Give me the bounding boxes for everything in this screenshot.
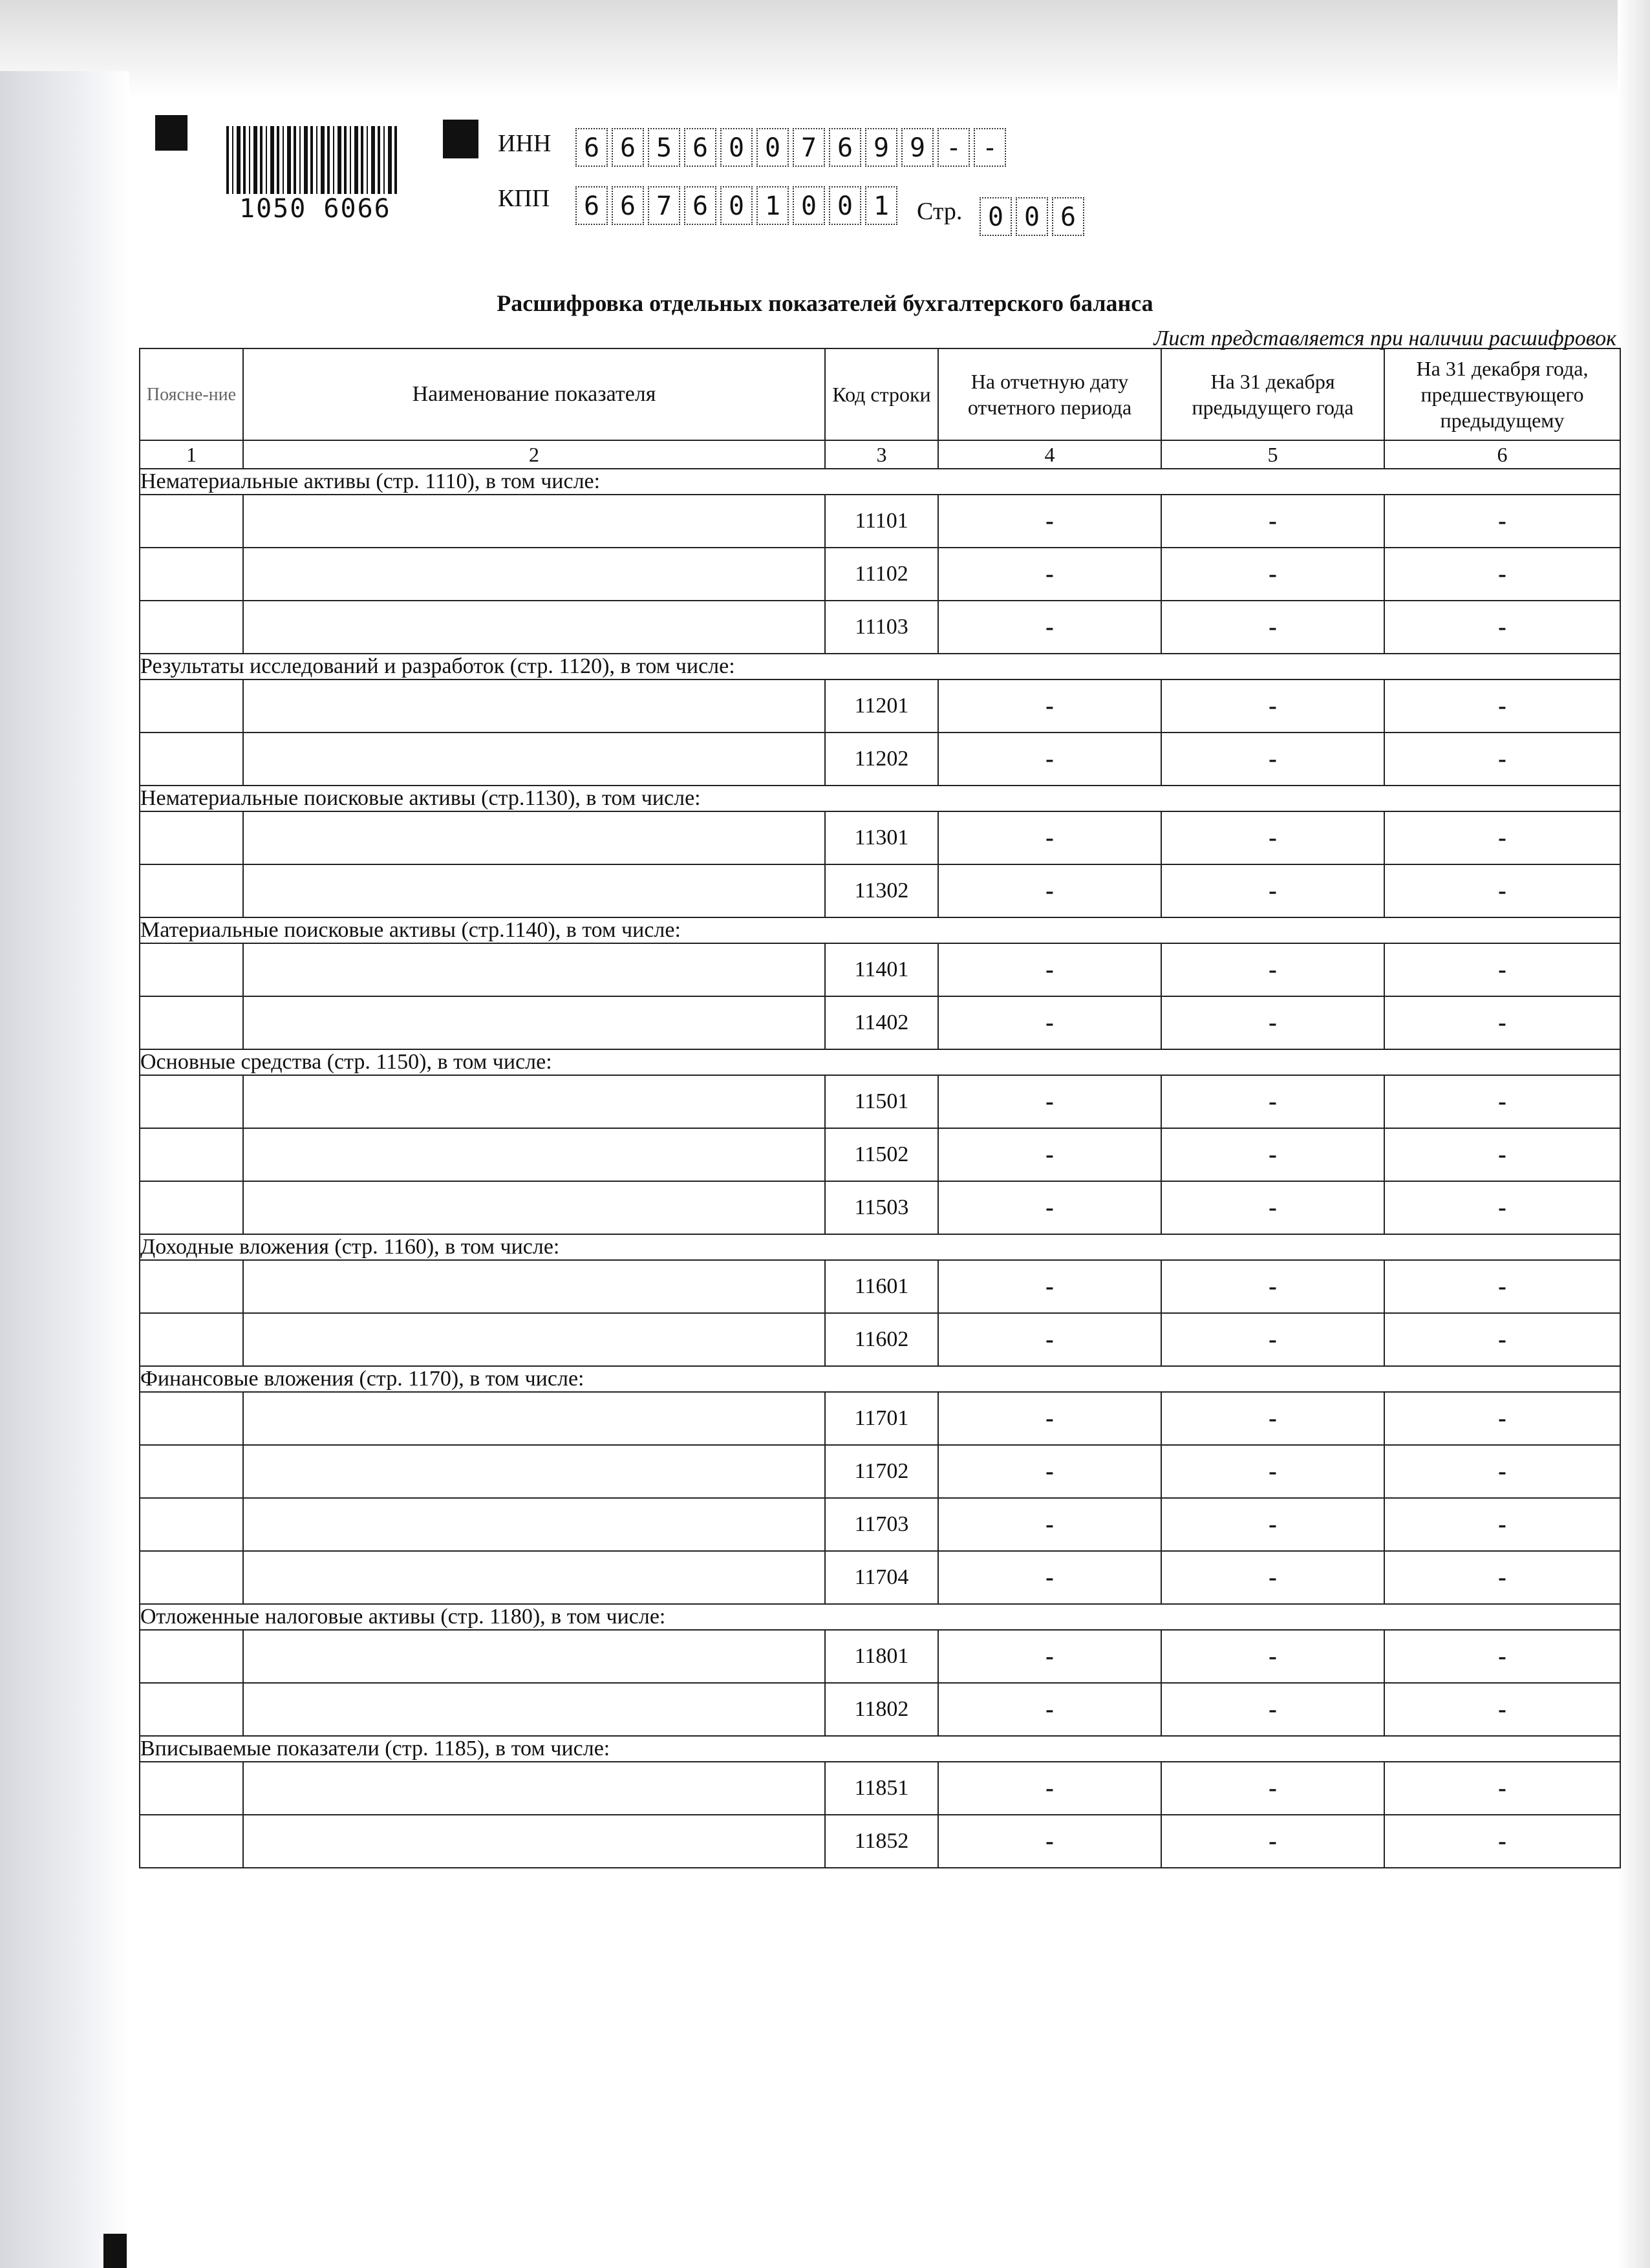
table-row [140,679,1620,733]
kpp-digit-cell: 0 [793,186,825,225]
note-cell [140,1128,243,1181]
value-current: - [938,1128,1161,1181]
indicator-name-cell [243,1128,825,1181]
section-header-row [140,469,1620,495]
inn-digit-cell: 0 [720,128,753,167]
note-cell [140,1260,243,1313]
note-cell [140,1392,243,1445]
page-label: Стр. [917,198,963,225]
section-title: Результаты исследований и разработок (стр. 1120), в том числе: [140,654,1620,679]
column-number-row [140,440,1620,469]
table-row [140,548,1620,601]
value-prev-year: - [1161,943,1384,996]
line-code: 11701 [825,1392,938,1445]
line-code: 11801 [825,1630,938,1683]
page-digit-cell: 0 [980,197,1012,236]
value-current: - [938,601,1161,654]
note-cell [140,996,243,1049]
value-current: - [938,548,1161,601]
barcode-bars [226,126,398,194]
value-prev-prev-year: - [1384,733,1620,786]
value-prev-year: - [1161,1815,1384,1868]
inn-digit-cell: - [974,128,1006,167]
section-title: Вписываемые показатели (стр. 1185), в том числе: [140,1736,1620,1762]
note-cell [140,1445,243,1498]
col-header-name: Наименование показателя [243,348,825,440]
inn-cells [575,128,1010,167]
line-code: 11501 [825,1075,938,1128]
col-header-current: На отчетную дату отчетного периода [938,348,1161,440]
value-current: - [938,733,1161,786]
value-prev-prev-year: - [1384,996,1620,1049]
value-prev-year: - [1161,1181,1384,1234]
value-prev-prev-year: - [1384,679,1620,733]
value-current: - [938,1762,1161,1815]
table-row [140,733,1620,786]
value-current: - [938,1181,1161,1234]
column-number: 1 [140,440,243,469]
column-number: 5 [1161,440,1384,469]
indicator-name-cell [243,1181,825,1234]
line-code: 11102 [825,548,938,601]
value-current: - [938,996,1161,1049]
table-row [140,601,1620,654]
table-row [140,1551,1620,1604]
section-header-row [140,917,1620,943]
note-cell [140,1181,243,1234]
inn-label: ИНН [498,130,552,157]
indicator-name-cell [243,1683,825,1736]
value-prev-year: - [1161,548,1384,601]
kpp-digit-cell: 1 [865,186,897,225]
section-header-row [140,1234,1620,1260]
value-prev-year: - [1161,1313,1384,1366]
value-prev-prev-year: - [1384,495,1620,548]
value-current: - [938,864,1161,917]
indicator-name-cell [243,1392,825,1445]
section-title: Финансовые вложения (стр. 1170), в том числе: [140,1366,1620,1392]
value-prev-prev-year: - [1384,1815,1620,1868]
value-current: - [938,1260,1161,1313]
indicator-name-cell [243,1260,825,1313]
indicator-name-cell [243,601,825,654]
indicator-name-cell [243,1762,825,1815]
breakdown-table [139,348,1621,1868]
section-header-row [140,654,1620,679]
value-current: - [938,943,1161,996]
value-prev-year: - [1161,996,1384,1049]
document-title: Расшифровка отдельных показателей бухгалтерского баланса [497,290,1153,316]
section-header-row [140,1049,1620,1075]
note-cell [140,1313,243,1366]
inn-digit-cell: 9 [865,128,897,167]
table-row [140,1498,1620,1551]
value-current: - [938,1392,1161,1445]
note-cell [140,495,243,548]
column-number: 6 [1384,440,1620,469]
page-cells [980,197,1088,236]
note-cell [140,1815,243,1868]
note-cell [140,1551,243,1604]
section-title: Нематериальные поисковые активы (стр.1130), в том числе: [140,786,1620,811]
value-current: - [938,1498,1161,1551]
indicator-name-cell [243,1075,825,1128]
col-header-note: Поясне-ние [140,348,243,440]
inn-digit-cell: 0 [756,128,789,167]
note-cell [140,1498,243,1551]
note-cell [140,1630,243,1683]
table-row [140,495,1620,548]
note-cell [140,943,243,996]
section-header-row [140,1366,1620,1392]
line-code: 11802 [825,1683,938,1736]
indicator-name-cell [243,679,825,733]
inn-digit-cell: 6 [829,128,861,167]
indicator-name-cell [243,943,825,996]
table-row [140,1075,1620,1128]
note-cell [140,1075,243,1128]
table-body [140,469,1620,1868]
kpp-digit-cell: 7 [648,186,680,225]
value-current: - [938,1445,1161,1498]
line-code: 11601 [825,1260,938,1313]
scan-shadow-top [0,0,1650,97]
value-prev-prev-year: - [1384,1181,1620,1234]
value-prev-prev-year: - [1384,601,1620,654]
barcode-number: 1050 6066 [239,194,391,224]
value-current: - [938,1630,1161,1683]
note-cell [140,679,243,733]
column-number: 4 [938,440,1161,469]
page-digit-cell: 6 [1052,197,1084,236]
kpp-digit-cell: 6 [684,186,716,225]
value-prev-prev-year: - [1384,1498,1620,1551]
col-header-code: Код строки [825,348,938,440]
table-row [140,1815,1620,1868]
value-prev-prev-year: - [1384,1551,1620,1604]
value-prev-year: - [1161,1260,1384,1313]
table-row [140,943,1620,996]
value-prev-year: - [1161,1075,1384,1128]
table-row [140,1630,1620,1683]
alignment-marker [155,115,188,151]
value-prev-prev-year: - [1384,1075,1620,1128]
value-prev-prev-year: - [1384,1683,1620,1736]
line-code: 11503 [825,1181,938,1234]
value-prev-prev-year: - [1384,548,1620,601]
indicator-name-cell [243,548,825,601]
table-row [140,1260,1620,1313]
line-code: 11202 [825,733,938,786]
table-row [140,1128,1620,1181]
inn-digit-cell: 6 [612,128,644,167]
value-prev-prev-year: - [1384,864,1620,917]
header-row [140,348,1620,440]
value-current: - [938,1683,1161,1736]
section-title: Доходные вложения (стр. 1160), в том числе: [140,1234,1620,1260]
line-code: 11402 [825,996,938,1049]
inn-digit-cell: - [938,128,970,167]
value-prev-prev-year: - [1384,1445,1620,1498]
alignment-marker [103,2234,127,2268]
table-row [140,1683,1620,1736]
value-current: - [938,1815,1161,1868]
line-code: 11201 [825,679,938,733]
col-header-prev-prev-year: На 31 декабря года, предшествующего предыдущему [1384,348,1620,440]
value-current: - [938,1313,1161,1366]
value-prev-year: - [1161,1551,1384,1604]
note-cell [140,733,243,786]
value-current: - [938,811,1161,864]
value-current: - [938,495,1161,548]
line-code: 11851 [825,1762,938,1815]
indicator-name-cell [243,1815,825,1868]
section-header-row [140,1736,1620,1762]
table-row [140,811,1620,864]
inn-digit-cell: 6 [575,128,608,167]
line-code: 11302 [825,864,938,917]
alignment-marker [443,120,478,158]
value-prev-prev-year: - [1384,1630,1620,1683]
line-code: 11703 [825,1498,938,1551]
table-row [140,864,1620,917]
section-title: Нематериальные активы (стр. 1110), в том числе: [140,469,1620,495]
inn-digit-cell: 5 [648,128,680,167]
inn-digit-cell: 9 [901,128,934,167]
line-code: 11103 [825,601,938,654]
section-header-row [140,786,1620,811]
value-prev-year: - [1161,733,1384,786]
indicator-name-cell [243,495,825,548]
section-title: Основные средства (стр. 1150), в том числе: [140,1049,1620,1075]
note-cell [140,601,243,654]
value-prev-prev-year: - [1384,1313,1620,1366]
indicator-name-cell [243,733,825,786]
line-code: 11301 [825,811,938,864]
value-prev-year: - [1161,1683,1384,1736]
indicator-name-cell [243,1313,825,1366]
line-code: 11852 [825,1815,938,1868]
indicator-name-cell [243,1551,825,1604]
page-digit-cell: 0 [1016,197,1048,236]
value-current: - [938,679,1161,733]
value-prev-year: - [1161,1498,1384,1551]
scan-shadow-left [0,71,129,2268]
line-code: 11704 [825,1551,938,1604]
value-prev-year: - [1161,1392,1384,1445]
value-prev-prev-year: - [1384,943,1620,996]
table-row [140,1181,1620,1234]
column-number: 3 [825,440,938,469]
note-cell [140,811,243,864]
note-cell [140,1762,243,1815]
section-title: Материальные поисковые активы (стр.1140), в том числе: [140,917,1620,943]
inn-digit-cell: 7 [793,128,825,167]
indicator-name-cell [243,864,825,917]
indicator-name-cell [243,811,825,864]
table-row [140,1392,1620,1445]
value-prev-prev-year: - [1384,1260,1620,1313]
value-prev-prev-year: - [1384,1762,1620,1815]
value-prev-prev-year: - [1384,1128,1620,1181]
kpp-digit-cell: 0 [720,186,753,225]
kpp-digit-cell: 1 [756,186,789,225]
line-code: 11502 [825,1128,938,1181]
indicator-name-cell [243,1445,825,1498]
value-prev-year: - [1161,679,1384,733]
table-row [140,1313,1620,1366]
section-header-row [140,1604,1620,1630]
indicator-name-cell [243,1498,825,1551]
note-cell [140,548,243,601]
table-row [140,1445,1620,1498]
value-prev-year: - [1161,864,1384,917]
indicator-name-cell [243,1630,825,1683]
value-current: - [938,1551,1161,1604]
line-code: 11702 [825,1445,938,1498]
column-number: 2 [243,440,825,469]
value-prev-prev-year: - [1384,811,1620,864]
scan-shadow-right [1618,0,1650,2268]
col-header-prev-year: На 31 декабря предыдущего года [1161,348,1384,440]
kpp-label: КПП [498,185,550,212]
note-cell [140,1683,243,1736]
section-title: Отложенные налоговые активы (стр. 1180), в том числе: [140,1604,1620,1630]
kpp-cells [575,186,901,225]
submission-note: Лист представляется при наличии расшифровок [1153,326,1616,350]
line-code: 11401 [825,943,938,996]
barcode [226,126,398,224]
table-row [140,1762,1620,1815]
kpp-digit-cell: 6 [575,186,608,225]
value-prev-year: - [1161,1630,1384,1683]
line-code: 11602 [825,1313,938,1366]
value-prev-prev-year: - [1384,1392,1620,1445]
note-cell [140,864,243,917]
table-row [140,996,1620,1049]
value-prev-year: - [1161,1128,1384,1181]
value-prev-year: - [1161,1445,1384,1498]
value-prev-year: - [1161,1762,1384,1815]
kpp-digit-cell: 6 [612,186,644,225]
value-prev-year: - [1161,811,1384,864]
indicator-name-cell [243,996,825,1049]
value-current: - [938,1075,1161,1128]
kpp-digit-cell: 0 [829,186,861,225]
value-prev-year: - [1161,601,1384,654]
value-prev-year: - [1161,495,1384,548]
line-code: 11101 [825,495,938,548]
inn-digit-cell: 6 [684,128,716,167]
